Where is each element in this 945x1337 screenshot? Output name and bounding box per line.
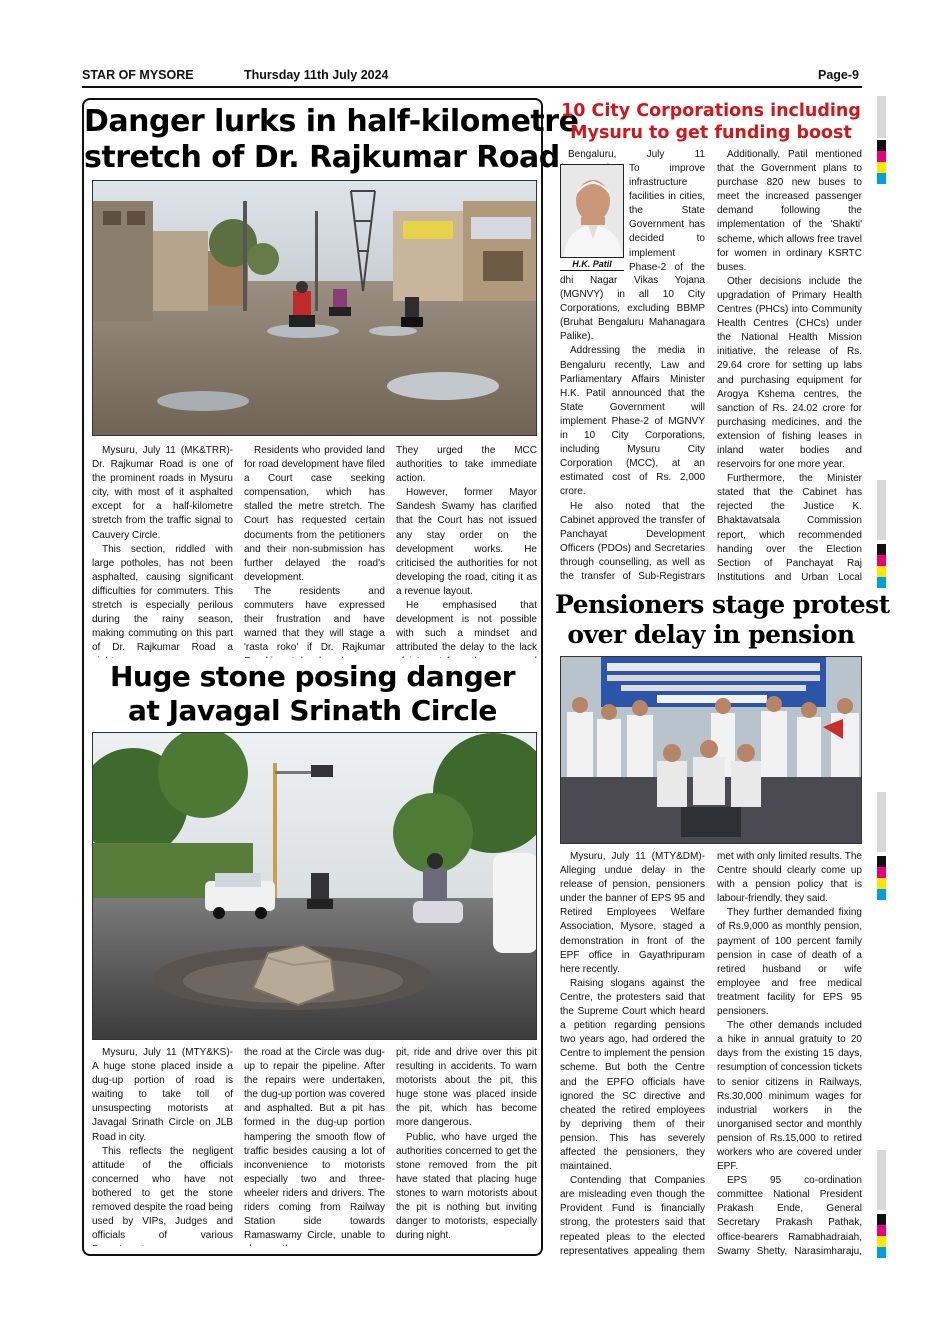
story2-col3-para1: pit, ride and drive over this pit resulting in accidents. To warn motorists about the pit, this huge stone was placed inside the pit, which has become more dangerous. (396, 1047, 537, 1129)
story4-col2-para1: met with only limited results. The Centre should clearly come up with a pension policy that is labour-friendly, they said. (717, 851, 862, 905)
registration-grey-bar-3 (877, 792, 886, 852)
story2-column-3 (396, 1046, 537, 1246)
story4-headline-line1: Pensioners stage protest (555, 590, 890, 619)
story2-headline-line1: Huge stone posing danger (109, 660, 516, 693)
story4-photo-pensioners-protest (560, 656, 862, 844)
story1-col3-para3: He emphasised that development is not possible with such a mindset and attributed the delay to the lack (396, 600, 537, 654)
story4-headline (555, 590, 890, 650)
cmyk-color-bar-1 (877, 140, 886, 184)
story1-headline-line2: stretch of Dr. Rajkumar Road (84, 140, 560, 175)
story4-col1-para2: Raising slogans against the Centre, the protesters said that the Supreme Court which heard a petition regarding pensions two years ago, had ordered the Centre to implement the pension scheme. But both the Centre and the EPFO officials have ignored the SC directive and cheated the retired employees by depriving them of their pension. This has severely affected the pensioners, they maintained. (560, 977, 705, 1173)
story3-photo-hk-patil (560, 164, 624, 258)
cmyk-color-bar-3 (877, 856, 886, 900)
story3-column-2 (717, 148, 862, 584)
story2-headline (84, 660, 541, 728)
cmyk-color-bar-2 (877, 544, 886, 588)
cmyk-color-bar-4 (877, 1214, 886, 1258)
masthead-date: Thursday 11th July 2024 (244, 68, 389, 82)
story3-photo-caption: H.K. Patil (560, 258, 624, 271)
story2-column-1 (92, 1046, 233, 1246)
story3-beside-photo-para: To improve infrastructure facilities in cities, the State Government has decided to implement Phase-2 of the (629, 163, 705, 272)
story1-headline (84, 104, 579, 176)
story1-col2-para1: Residents who provided land for road development have filed a Court case seeking compensation, which has stalled the metre stretch. The Court has requested certain documents from the petitioners and their non-submission has further delayed the road's development. (244, 445, 385, 583)
story1-column-1 (92, 444, 233, 658)
story4-col1-para3: Contending that Companies are misleading even though the Provident Fund is financially strong, the protesters said that repeated pleas to the elected representatives appealing them (560, 1175, 705, 1257)
story3-col1-para3: He also noted that the Cabinet approved the transfer of Panchayat Development Officers (PDOs) and Secretaries through counselling, as well as the transfer of Sub-Registrars (560, 500, 705, 582)
story1-col2-para2: The residents and commuters have expressed their frustration and have warned that they will stage a 'rasta roko' if Dr. Rajkumar (244, 585, 385, 654)
masthead-page-number: Page-9 (818, 68, 859, 82)
registration-grey-bar-1 (877, 96, 886, 138)
story1-col3-para2: However, former Mayor Sandesh Swamy has clarified that the Court has not issued any stay order on the development works. He criticised the authorities for not developing the road, citing it as a revenue layout. (396, 487, 537, 597)
story1-col3-para1: They urged the MCC authorities to take immediate action. (396, 445, 537, 485)
registration-grey-bar-4 (877, 1150, 886, 1210)
story3-dateline-text: Bengaluru, July 11 (568, 149, 705, 160)
story4-column-2 (717, 850, 862, 1260)
story3-column-1 (560, 274, 705, 584)
story3-col2-para3: Furthermore, the Minister stated that the Cabinet has rejected the Justice K. Bhaktavatsala Commission report, which recommended handing over the Election Section of Panchayat Raj Institutions and Urban Local (717, 473, 862, 583)
story4-col2-para3: The other demands included a hike in annual gratuity to 20 days from the existing 15 days, resumption of concession tickets to senior citizens in Railways, Rs.30,000 minimum wages for industrial workers in the unorganised sector and monthly pension of Rs.15,000 to retired workers who are covered under EPF. (717, 1020, 862, 1173)
story3-headline-line2: Mysuru to get funding boost (570, 123, 852, 143)
story2-column-2 (244, 1046, 385, 1246)
story4-column-1 (560, 850, 705, 1260)
story1-col1-para2: This section, riddled with large potholes, has not been asphalted, causing significant difficulties for commuters. This stretch is especially perilous during the rainy season, making commuting on this part of Dr. Rajkumar Road a (92, 543, 233, 654)
story2-headline-line2: at Javagal Srinath Circle (128, 694, 497, 727)
story3-col1-para1: dhi Nagar Vikas Yojana (MGNVY) in all 10 City Corporations, excluding BBMP (Bruhat Bengaluru Mahanagara Palike). (560, 275, 705, 343)
story2-col3-para2: Public, who have urged the authorities concerned to get the stone removed from the pit have stated that placing huge stones to warn motorists about the pit is nothing but inviting danger to motorists, especially during night. (396, 1131, 537, 1242)
story2-col2-para1: the road at the Circle was dug-up to repair the pipeline. After the repairs were undertaken, the dug-up portion was covered and asphalted. But a pit has formed in the dug-up portion hampering the smooth flow of traffic besides causing a lot of inconvenience to motorists especially two and three-wheeler riders and drivers. The riders coming from Railway Station side towards Ramaswamy Circle, unable to (244, 1047, 385, 1242)
story1-column-3 (396, 444, 537, 658)
story3-headline-line1: 10 City Corporations including (561, 101, 861, 121)
story1-headline-line1: Danger lurks in half-kilometre (84, 104, 579, 139)
story4-col2-para4: EPS 95 co-ordination committee National President Prakash Ende, General Secretary Prakash Pathak, office-bearers Ramabhadraiah, Swamy Shetty, Narasimharaju, (717, 1175, 862, 1257)
story2-col1-para2: This reflects the negligent attitude of the officials concerned who have not bothered to get the stone removed despite the road being used by VIPs, Judges and officials of various (92, 1145, 233, 1242)
story2-photo-stone-on-road (92, 732, 537, 1040)
story4-col1-para1: Mysuru, July 11 (MTY&DM)- Alleging undue delay in the release of pension, pensioners under the banner of EPS 95 and Retired Employees Welfare Association, Mysore, staged a demonstration in front of the EPF office in Gayathripuram here recently. (560, 851, 705, 975)
story2-col1-para1: Mysuru, July 11 (MTY&KS)- A huge stone placed inside a dug-up portion of road is waiting to take toll of unsuspecting motorists at Javagal Srinath Circle on JLB Road in city. (92, 1047, 233, 1143)
story1-col1-para1: Mysuru, July 11 (MK&TRR)- Dr. Rajkumar Road is one of the prominent roads in Mysuru city, with most of it asphalted except for a half-kilometre stretch from the traffic signal to Cauvery Circle. (92, 445, 233, 541)
story4-headline-line2: over delay in pension (567, 620, 855, 649)
story1-column-2 (244, 444, 385, 658)
registration-grey-bar-2 (877, 480, 886, 540)
masthead-paper-name: STAR OF MYSORE (82, 68, 194, 82)
story3-beside-photo-text (629, 162, 705, 272)
story3-col1-para2: Addressing the media in Bengaluru recently, Law and Parliamentary Affairs Minister H.K. Patil announced that the State Government will implement Phase-2 of MGNVY in 10 City Corporations, including Mysuru City Corporation (MCC), at an estimated cost of Rs. 2,000 crore. (560, 345, 705, 498)
story3-col2-para2: Other decisions include the upgradation of Primary Health Centres (PHCs) into Community Health Centres (CHCs) under the National Health Mission initiative, the release of Rs. 29.64 crore for setting up labs and purchasing equipment for Arogya Kshema centres, the sanction of Rs. 24.02 crore for purchasing medicines, and the extension of fishing leases in inland water bodies and reservoirs for one more year. (717, 275, 862, 471)
story3-headline (555, 100, 867, 144)
story3-col2-para1: Additionally, Patil mentioned that the Government plans to purchase 820 new buses to meet the increased passenger demand following the implementation of the 'Shakti' scheme, which allows free travel for women in ordinary KSRTC buses. (717, 149, 862, 273)
masthead-rule (82, 86, 862, 88)
story1-photo-pothole-road (92, 180, 537, 436)
story4-col2-para2: They further demanded fixing of Rs.9,000 as monthly pension, payment of 100 percent family pension in case of death of a retired husband or wife employee and free medical treatment facility for EPS 95 pensioners. (717, 907, 862, 1018)
